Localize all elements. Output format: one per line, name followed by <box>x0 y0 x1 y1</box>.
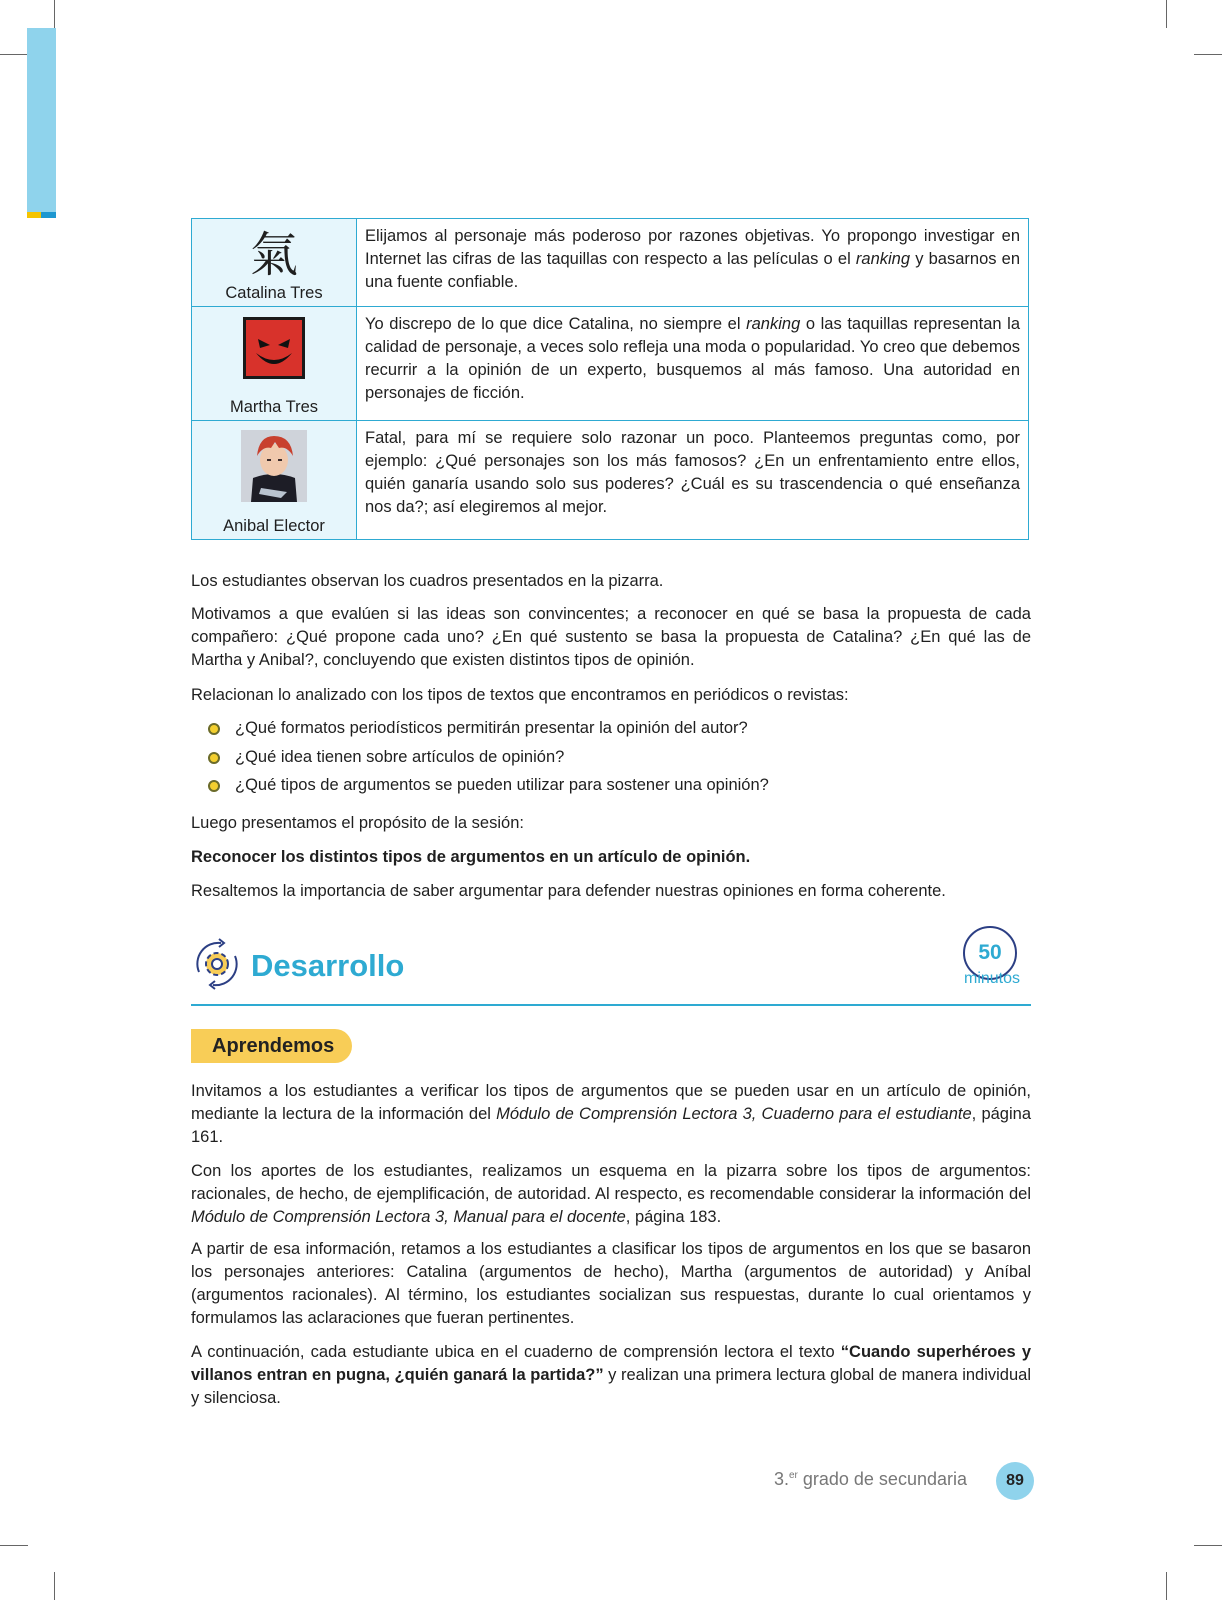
paragraph: Los estudiantes observan los cuadros presentados en la pizarra. <box>191 572 664 590</box>
crop-mark <box>1166 0 1167 28</box>
duration-label: minutos <box>963 970 1021 987</box>
session-purpose: Reconocer los distintos tipos de argumentos en un artículo de opinión. <box>191 848 751 866</box>
tab-accent-blue <box>41 212 56 218</box>
speaker-name: Catalina Tres <box>225 284 323 302</box>
dialogue-row <box>192 421 1029 540</box>
list-item-text: ¿Qué tipos de argumentos se pueden utilizar para sostener una opinión? <box>235 776 769 794</box>
crop-mark <box>0 1545 28 1546</box>
paragraph: Relacionan lo analizado con los tipos de textos que encontramos en periódicos o revistas: <box>191 686 849 704</box>
paragraph <box>191 1341 1031 1410</box>
bullet-icon <box>208 752 220 764</box>
page-number: 89 <box>996 1462 1034 1500</box>
paragraph: Motivamos a que evalúen si las ideas son convincentes; a reconocer en qué se basa la propuesta de cada compañero: ¿Qué propone cada uno? ¿En qué sustento se basa la propuesta de Catalina? ¿En qué las de Martha y Anibal?, concluyendo que existen distintos tipos de opinión. <box>191 605 1031 669</box>
speaker-cell <box>192 421 357 540</box>
tab-accent-yellow <box>27 212 41 218</box>
dialogue-row <box>192 219 1029 307</box>
list-item-text: ¿Qué formatos periodísticos permitirán presentar la opinión del autor? <box>235 719 748 737</box>
speaker-cell <box>192 219 357 307</box>
list-item-text: ¿Qué idea tienen sobre artículos de opinión? <box>235 747 565 766</box>
paragraph: Luego presentamos el propósito de la sesión: <box>191 814 524 832</box>
grade-text: grado de secundaria <box>797 1469 967 1489</box>
footer-grade <box>774 1469 967 1490</box>
text-run: Invitamos a los estudiantes a verificar los tipos de argumentos que se pueden usar en un artículo de opinión, mediante la lectura de la información del <box>191 1082 1031 1123</box>
text-run: , página 161. <box>191 1105 1031 1146</box>
speech-text: Fatal, para mí se requiere solo razonar un poco. Planteemos preguntas como, por ejemplo: ¿Qué personajes son los más famosos? ¿En un enfrentamiento entre ellos, quién ganaría usando solo sus poderes? ¿Cuál es su trascendencia o qué enseñanza nos da?; así elegiremos al mejor. <box>357 421 1029 540</box>
book-reference: Módulo de Comprensión Lectora 3, Manual para el docente <box>191 1208 626 1226</box>
crop-mark <box>54 1572 55 1600</box>
grade-number: 3. <box>773 1469 789 1489</box>
speaker-name: Anibal Elector <box>223 517 325 535</box>
devil-smiley-icon <box>243 317 305 379</box>
list-item <box>191 771 1031 800</box>
text-run: , página 183. <box>625 1208 722 1226</box>
bullet-icon <box>208 723 220 735</box>
book-reference: Módulo de Comprensión Lectora 3, Cuaderno para el estudiante <box>496 1105 972 1123</box>
text-run: A continuación, cada estudiante ubica en el cuaderno de comprensión lectora el texto <box>191 1343 841 1361</box>
paragraph: A partir de esa información, retamos a los estudiantes a clasificar los tipos de argumentos en los que se basaron los personajes anteriores: Catalina (argumentos de hecho), Martha (argumentos de autoridad) y Aníbal (argumentos racionales). Al término, los estudiantes socializan sus respuestas, durante lo cual orientamos y formulamos las aclaraciones que fueran pertinentes. <box>191 1240 1031 1327</box>
gear-cycle-icon <box>191 938 243 990</box>
duration-badge: 50 <box>963 926 1017 980</box>
paragraph <box>191 1080 1031 1149</box>
question-list <box>191 714 1031 800</box>
speaker-cell <box>192 307 357 421</box>
anime-character-icon <box>241 430 307 502</box>
crop-mark <box>54 0 55 28</box>
crop-mark <box>1194 1545 1222 1546</box>
paragraph: Resaltemos la importancia de saber argumentar para defender nuestras opiniones en forma coherente. <box>191 882 946 900</box>
reading-title: “Cuando superhéroes y villanos entran en pugna, ¿quién ganará la partida?” <box>191 1343 1032 1384</box>
speaker-name: Martha Tres <box>229 398 319 416</box>
paragraph <box>191 1160 1031 1229</box>
grade-superscript: er <box>788 1470 798 1481</box>
text-run: y realizan una primera lectura global de manera individual y silenciosa. <box>191 1366 1032 1407</box>
section-header <box>191 918 1031 1006</box>
speech-text: Yo discrepo de lo que dice Catalina, no siempre el ranking o las taquillas representan la calidad de personaje, a veces solo refleja una moda o popularidad. Yo creo que debemos recurrir a la opinión de un experto, busquemos al más famoso. Una autoridad en personajes de ficción. <box>357 307 1029 421</box>
text-run: Con los aportes de los estudiantes, realizamos un esquema en la pizarra sobre los tipos de argumentos: racionales, de hecho, de ejemplificación, de autoridad. Al respecto, es recomendable considerar la información del <box>191 1162 1031 1203</box>
bullet-icon <box>208 780 220 792</box>
list-item <box>191 714 1031 743</box>
crop-mark <box>0 54 28 55</box>
chi-kanji-icon: 氣 <box>249 227 298 283</box>
subsection-label: Aprendemos <box>191 1029 352 1063</box>
dialogue-row <box>192 307 1029 421</box>
list-item <box>191 743 1031 772</box>
section-title: Desarrollo <box>251 948 405 983</box>
dialogue-table <box>191 218 1029 540</box>
crop-mark <box>1194 54 1222 55</box>
speech-text: Elijamos al personaje más poderoso por razones objetivas. Yo propongo investigar en Internet las cifras de las taquillas con respecto a las películas o el ranking y basarnos en una fuente confiable. <box>357 219 1029 307</box>
page-edge-tab <box>27 28 56 212</box>
crop-mark <box>1166 1572 1167 1600</box>
